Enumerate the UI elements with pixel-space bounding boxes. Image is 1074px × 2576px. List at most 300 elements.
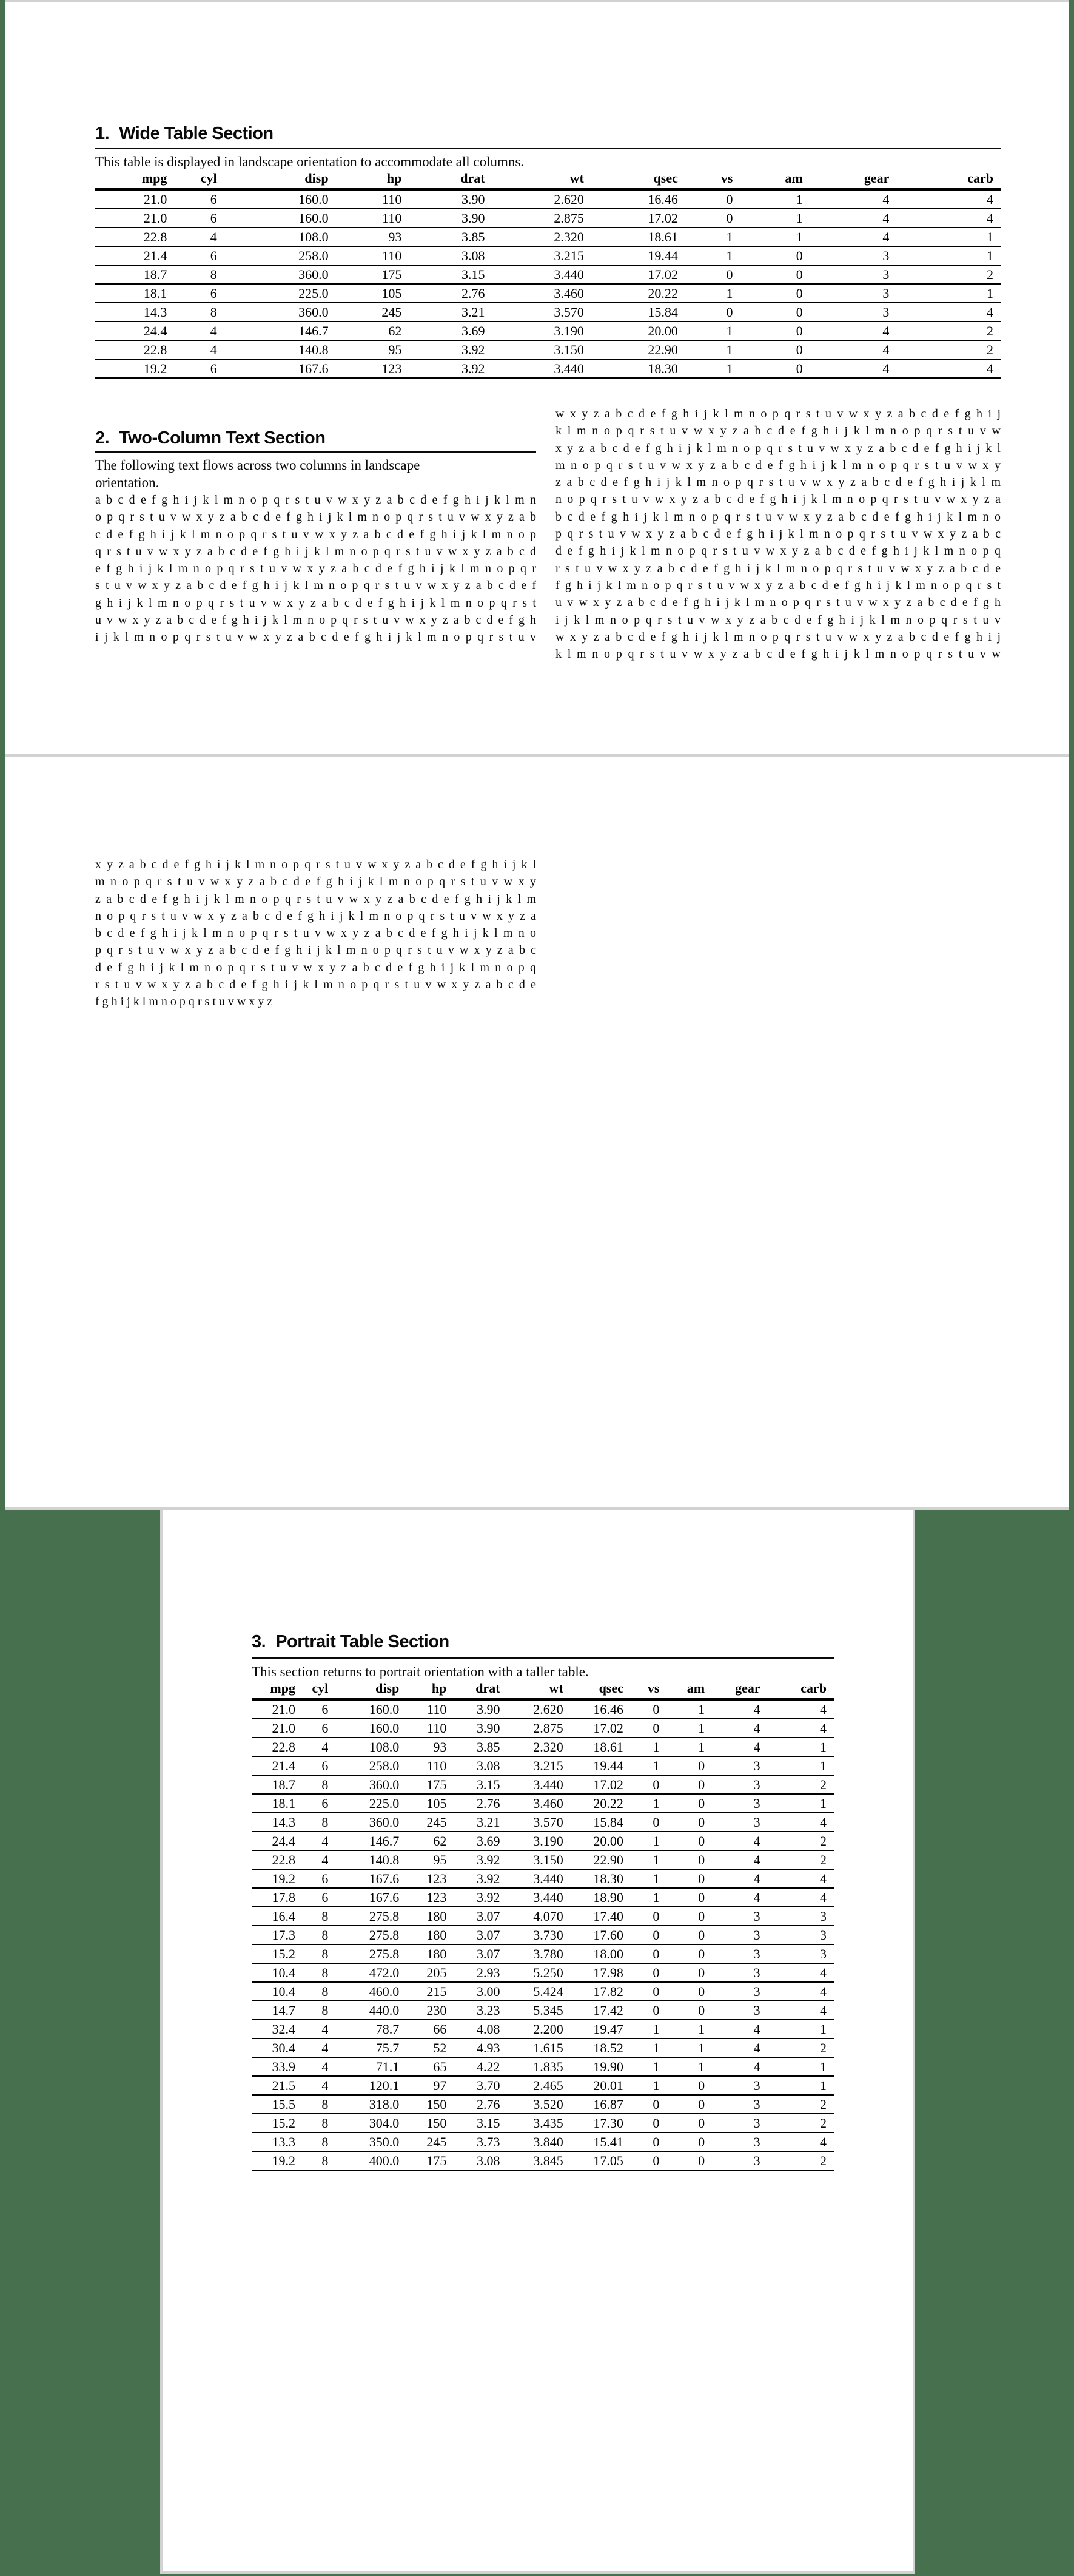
table-cell: 95: [406, 1850, 454, 1869]
table-cell: 4: [810, 189, 897, 209]
table-cell: 1: [666, 2057, 712, 2076]
table-cell: 4.08: [454, 2020, 507, 2038]
table-cell: 3: [712, 1926, 768, 1944]
table-row: [95, 265, 1001, 284]
table-cell: 3.570: [508, 1813, 571, 1832]
table-cell: 2: [768, 2095, 834, 2114]
table-cell: 0: [666, 1907, 712, 1926]
table-cell: 1: [631, 1888, 666, 1907]
table-cell: 3.85: [454, 1738, 507, 1756]
table-cell: 0: [666, 1944, 712, 1963]
table-cell: 4: [896, 209, 1001, 228]
table-cell: 4: [768, 1719, 834, 1738]
table-cell: 3: [810, 246, 897, 265]
table-cell: 360.0: [335, 1813, 406, 1832]
table-cell: 2.875: [492, 209, 591, 228]
table-cell: 4: [712, 1850, 768, 1869]
table-cell: 3: [712, 1775, 768, 1794]
table-row: [252, 2076, 834, 2095]
table-row: [252, 1775, 834, 1794]
table-cell: 6: [303, 1756, 335, 1775]
table-cell: 1: [740, 228, 810, 246]
table-row: [252, 1699, 834, 1719]
table-cell: 0: [666, 1850, 712, 1869]
table-cell: 3: [712, 1794, 768, 1813]
table-cell: 0: [631, 1944, 666, 1963]
table-cell: 1: [896, 246, 1001, 265]
table-cell: 110: [336, 209, 409, 228]
table-row: [95, 189, 1001, 209]
table-cell: 0: [631, 2133, 666, 2151]
table-cell: 20.00: [591, 322, 685, 340]
table-cell: 15.84: [571, 1813, 631, 1832]
table-cell: 8: [174, 265, 224, 284]
table-cell: 160.0: [224, 189, 336, 209]
table-cell: 2: [896, 340, 1001, 359]
table-cell: 1: [631, 1869, 666, 1888]
table-cell: 2.620: [508, 1699, 571, 1719]
text-line: a b c d e f g h i j k l m n o p q r s t u v w x y z a b c d e f g h i j k l m n: [95, 493, 536, 507]
table-cell: 14.3: [252, 1813, 303, 1832]
table-cell: 15.41: [571, 2133, 631, 2151]
table-cell: 0: [666, 1813, 712, 1832]
table-row: [252, 1982, 834, 2001]
table-cell: 0: [685, 303, 740, 322]
table-cell: 8: [303, 2095, 335, 2114]
table-cell: 8: [303, 2114, 335, 2133]
table-cell: 175: [336, 265, 409, 284]
table-cell: 2: [768, 1850, 834, 1869]
table-cell: 4: [768, 2133, 834, 2151]
table-cell: 0: [631, 1982, 666, 2001]
table-cell: 3: [712, 1756, 768, 1775]
two-column-right-text: [555, 405, 1001, 663]
text-line: u v w x y z a b c d e f g h i j k l m n o p q r s t u v w x y z a b c d e f g h: [555, 596, 1001, 610]
table-cell: 0: [666, 2076, 712, 2095]
table-cell: 21.0: [95, 209, 174, 228]
table-cell: 180: [406, 1907, 454, 1926]
table-cell: 1: [685, 246, 740, 265]
table-cell: 4: [768, 2001, 834, 2020]
table-cell: 110: [406, 1699, 454, 1719]
table-cell: 2.875: [508, 1719, 571, 1738]
table-row: [252, 2057, 834, 2076]
table-cell: 3.23: [454, 2001, 507, 2020]
table-cell: 4: [810, 359, 897, 379]
table-cell: 16.87: [571, 2095, 631, 2114]
table-cell: 3.92: [454, 1850, 507, 1869]
table-cell: 17.02: [571, 1775, 631, 1794]
table-row: [252, 1813, 834, 1832]
table-cell: 1: [768, 1756, 834, 1775]
table-cell: 3: [712, 1963, 768, 1982]
table-cell: 3: [712, 2076, 768, 2095]
table-cell: 0: [666, 1794, 712, 1813]
table-cell: 4: [174, 322, 224, 340]
table-cell: 19.2: [252, 2151, 303, 2171]
table-cell: 150: [406, 2095, 454, 2114]
table-cell: 0: [666, 1982, 712, 2001]
section-2-heading: [95, 427, 325, 449]
table-cell: 4: [768, 1869, 834, 1888]
table-cell: 146.7: [224, 322, 336, 340]
text-line: f g h i j k l m n o p q r s t u v w x y z: [95, 995, 273, 1009]
column-header: hp: [406, 1681, 454, 1699]
table-cell: 33.9: [252, 2057, 303, 2076]
table-cell: 3: [810, 284, 897, 303]
table-cell: 18.61: [591, 228, 685, 246]
table-cell: 17.42: [571, 2001, 631, 2020]
table-cell: 10.4: [252, 1963, 303, 1982]
table-cell: 21.4: [95, 246, 174, 265]
table-cell: 4: [712, 2057, 768, 2076]
table-row: [252, 1869, 834, 1888]
table-row: [252, 1850, 834, 1869]
table-cell: 19.44: [571, 1756, 631, 1775]
table-cell: 1: [666, 1738, 712, 1756]
table-cell: 1: [685, 322, 740, 340]
table-cell: 2.620: [492, 189, 591, 209]
table-cell: 258.0: [224, 246, 336, 265]
text-line: x y z a b c d e f g h i j k l m n o p q r s t u v w x y z a b c d e f g h i j k l: [95, 858, 536, 871]
table-cell: 3: [712, 1813, 768, 1832]
table-cell: 21.4: [252, 1756, 303, 1775]
table-cell: 360.0: [224, 265, 336, 284]
table-cell: 3.440: [492, 359, 591, 379]
table-cell: 1: [740, 189, 810, 209]
table-cell: 3.730: [508, 1926, 571, 1944]
table-cell: 2.76: [454, 2095, 507, 2114]
table-cell: 167.6: [224, 359, 336, 379]
table-cell: 110: [336, 189, 409, 209]
table-cell: 0: [666, 1963, 712, 1982]
table-cell: 4: [810, 209, 897, 228]
table-cell: 24.4: [95, 322, 174, 340]
table-cell: 8: [303, 1944, 335, 1963]
table-cell: 19.2: [252, 1869, 303, 1888]
section-3-intro: This section returns to portrait orientation with a taller table.: [252, 1664, 589, 1679]
table-cell: 3.840: [508, 2133, 571, 2151]
table-cell: 2: [896, 322, 1001, 340]
table-cell: 10.4: [252, 1982, 303, 2001]
table-cell: 360.0: [224, 303, 336, 322]
text-line: f g h i j k l m n o p q r s t u v w x y z a b c d e f g h i j k l m n o p q r s t: [555, 578, 1001, 592]
text-line: e f g h i j k l m n o p q r s t u v w x y z a b c d e f g h i j k l m n o p q r: [95, 562, 536, 576]
table-cell: 215: [406, 1982, 454, 2001]
table-cell: 6: [303, 1699, 335, 1719]
table-cell: 20.22: [571, 1794, 631, 1813]
table-row: [252, 1756, 834, 1775]
table-cell: 245: [406, 1813, 454, 1832]
table-cell: 3.150: [508, 1850, 571, 1869]
table-row: [252, 1944, 834, 1963]
table-cell: 5.250: [508, 1963, 571, 1982]
table-cell: 360.0: [335, 1775, 406, 1794]
table-cell: 3.845: [508, 2151, 571, 2171]
table-cell: 17.3: [252, 1926, 303, 1944]
text-line: p q r s t u v w x y z a b c d e f g h i j k l m n o p q r s t u v w x y z a b c: [555, 527, 1001, 541]
table-cell: 0: [666, 1888, 712, 1907]
table-cell: 230: [406, 2001, 454, 2020]
table-cell: 0: [740, 284, 810, 303]
table-cell: 0: [685, 265, 740, 284]
column-header: wt: [508, 1681, 571, 1699]
table-cell: 108.0: [335, 1738, 406, 1756]
table-cell: 4: [174, 228, 224, 246]
text-line: x y z a b c d e f g h i j k l m n o p q r s t u v w x y z a b c d e f g h i j k l: [555, 441, 1001, 455]
table-cell: 2.93: [454, 1963, 507, 1982]
table-cell: 1: [768, 1738, 834, 1756]
text-line: p q r s t u v w x y z a b c d e f g h i j k l m n o p q r s t u v w x y z a b c: [95, 943, 536, 957]
table-cell: 3.00: [454, 1982, 507, 2001]
table-cell: 1: [768, 2076, 834, 2095]
table-cell: 3.90: [409, 189, 492, 209]
table-cell: 4: [712, 1869, 768, 1888]
table-cell: 21.0: [95, 189, 174, 209]
table-cell: 19.2: [95, 359, 174, 379]
table-cell: 3: [712, 1907, 768, 1926]
table-cell: 0: [740, 303, 810, 322]
text-line: r s t u v w x y z a b c d e f g h i j k l m n o p q r s t u v w x y z a b c d e: [95, 978, 536, 992]
table-cell: 8: [174, 303, 224, 322]
table-cell: 5.345: [508, 2001, 571, 2020]
table-row: [95, 340, 1001, 359]
table-cell: 0: [631, 2151, 666, 2171]
table-cell: 18.30: [571, 1869, 631, 1888]
column-header: wt: [492, 170, 591, 189]
section-3-title: Portrait Table Section: [275, 1632, 449, 1651]
table-cell: 1.835: [508, 2057, 571, 2076]
table-cell: 105: [336, 284, 409, 303]
table-cell: 4: [712, 1832, 768, 1850]
table-cell: 304.0: [335, 2114, 406, 2133]
table-cell: 4: [303, 2020, 335, 2038]
table-cell: 19.47: [571, 2020, 631, 2038]
table-row: [95, 284, 1001, 303]
table-cell: 18.90: [571, 1888, 631, 1907]
table-cell: 17.02: [591, 209, 685, 228]
table-cell: 3.21: [454, 1813, 507, 1832]
table-row: [252, 2020, 834, 2038]
table-cell: 8: [303, 2133, 335, 2151]
table-cell: 0: [740, 359, 810, 379]
table-cell: 17.8: [252, 1888, 303, 1907]
table-cell: 123: [406, 1888, 454, 1907]
table-row: [252, 2095, 834, 2114]
table-cell: 30.4: [252, 2038, 303, 2057]
section-2-title: Two-Column Text Section: [119, 428, 326, 448]
table-cell: 4: [896, 359, 1001, 379]
table-cell: 167.6: [335, 1888, 406, 1907]
table-cell: 71.1: [335, 2057, 406, 2076]
column-header: drat: [409, 170, 492, 189]
table-cell: 8: [303, 2151, 335, 2171]
table-cell: 2: [896, 265, 1001, 284]
table-cell: 4: [303, 2076, 335, 2095]
text-line: m n o p q r s t u v w x y z a b c d e f g h i j k l m n o p q r s t u v w x y: [555, 458, 1001, 472]
table-cell: 3: [712, 2133, 768, 2151]
table-cell: 440.0: [335, 2001, 406, 2020]
table-cell: 24.4: [252, 1832, 303, 1850]
table-cell: 110: [336, 246, 409, 265]
table-cell: 0: [666, 2133, 712, 2151]
table-cell: 3.92: [454, 1888, 507, 1907]
text-line: orientation.: [95, 475, 159, 490]
column-header: carb: [768, 1681, 834, 1699]
table-cell: 17.60: [571, 1926, 631, 1944]
table-row: [252, 1719, 834, 1738]
table-cell: 3.15: [409, 265, 492, 284]
table-cell: 21.0: [252, 1699, 303, 1719]
table-cell: 275.8: [335, 1907, 406, 1926]
table-cell: 1: [896, 284, 1001, 303]
table-cell: 93: [336, 228, 409, 246]
table-cell: 1: [685, 340, 740, 359]
text-line: n o p q r s t u v w x y z a b c d e f g h i j k l m n o p q r s t u v w x y z a: [555, 493, 1001, 507]
table-cell: 2.320: [508, 1738, 571, 1756]
table-cell: 1: [740, 209, 810, 228]
column-header: vs: [631, 1681, 666, 1699]
table-cell: 6: [303, 1794, 335, 1813]
table-cell: 0: [631, 1699, 666, 1719]
table-cell: 3.69: [409, 322, 492, 340]
table-cell: 3.21: [409, 303, 492, 322]
text-line: u v w x y z a b c d e f g h i j k l m n o p q r s t u v w x y z a b c d e f g h: [95, 613, 536, 627]
table-cell: 93: [406, 1738, 454, 1756]
table-cell: 245: [336, 303, 409, 322]
column-header: hp: [336, 170, 409, 189]
section-1-intro: This table is displayed in landscape orientation to accommodate all columns.: [95, 154, 525, 169]
table-header-row: [252, 1681, 834, 1699]
table-cell: 8: [303, 1926, 335, 1944]
continuation-text: [95, 856, 536, 1011]
table-cell: 0: [666, 2151, 712, 2171]
table-cell: 6: [303, 1869, 335, 1888]
text-line: z a b c d e f g h i j k l m n o p q r s t u v w x y z a b c d e f g h i j k l m: [555, 476, 1001, 490]
table-cell: 3.85: [409, 228, 492, 246]
table-cell: 18.30: [591, 359, 685, 379]
text-line: q r s t u v w x y z a b c d e f g h i j k l m n o p q r s t u v w x y z a b c d: [95, 544, 536, 558]
column-header: carb: [896, 170, 1001, 189]
table-cell: 3.08: [454, 1756, 507, 1775]
table-cell: 1: [685, 359, 740, 379]
table-cell: 3.520: [508, 2095, 571, 2114]
table-cell: 146.7: [335, 1832, 406, 1850]
table-cell: 6: [174, 246, 224, 265]
section-2-number: 2.: [95, 428, 110, 448]
text-line: b c d e f g h i j k l m n o p q r s t u v w x y z a b c d e f g h i j k l m n o: [555, 510, 1001, 524]
table-cell: 1: [685, 228, 740, 246]
table-cell: 2: [768, 1832, 834, 1850]
table-cell: 3.92: [454, 1869, 507, 1888]
table-cell: 180: [406, 1944, 454, 1963]
table-cell: 3.215: [508, 1756, 571, 1775]
table-cell: 0: [666, 2114, 712, 2133]
table-cell: 8: [303, 1775, 335, 1794]
table-cell: 3.190: [508, 1832, 571, 1850]
table-cell: 4: [896, 303, 1001, 322]
table-cell: 4: [712, 1738, 768, 1756]
table-cell: 16.46: [591, 189, 685, 209]
table-cell: 75.7: [335, 2038, 406, 2057]
table-cell: 22.8: [252, 1850, 303, 1869]
table-cell: 17.02: [591, 265, 685, 284]
table-cell: 160.0: [335, 1699, 406, 1719]
table-cell: 4: [303, 2057, 335, 2076]
table-header-row: [95, 170, 1001, 189]
table-cell: 22.90: [571, 1850, 631, 1869]
section-2-rule: [95, 451, 536, 453]
table-cell: 3.435: [508, 2114, 571, 2133]
table-cell: 3: [712, 1944, 768, 1963]
table-cell: 18.1: [95, 284, 174, 303]
table-cell: 1: [631, 1832, 666, 1850]
table-cell: 400.0: [335, 2151, 406, 2171]
column-header: gear: [810, 170, 897, 189]
table-cell: 3.460: [492, 284, 591, 303]
table-cell: 123: [336, 359, 409, 379]
text-line: w x y z a b c d e f g h i j k l m n o p q r s t u v w x y z a b c d e f g h i j: [555, 630, 1001, 644]
table-row: [95, 303, 1001, 322]
table-cell: 4: [712, 1699, 768, 1719]
table-row: [252, 2001, 834, 2020]
table-row: [252, 1963, 834, 1982]
table-cell: 6: [174, 189, 224, 209]
table-cell: 0: [631, 1719, 666, 1738]
table-cell: 4: [768, 1963, 834, 1982]
section-2-intro: [95, 456, 536, 491]
table-cell: 4: [303, 1832, 335, 1850]
column-header: drat: [454, 1681, 507, 1699]
table-row: [252, 2114, 834, 2133]
table-cell: 14.7: [252, 2001, 303, 2020]
table-cell: 17.02: [571, 1719, 631, 1738]
pdf-page-1: [5, 2, 1069, 754]
table-row: [252, 1907, 834, 1926]
table-cell: 6: [174, 209, 224, 228]
table-cell: 4: [174, 340, 224, 359]
table-cell: 3: [768, 1944, 834, 1963]
table-cell: 66: [406, 2020, 454, 2038]
table-cell: 6: [303, 1888, 335, 1907]
table-cell: 1: [631, 2057, 666, 2076]
table-cell: 4: [303, 1850, 335, 1869]
table-cell: 0: [631, 2095, 666, 2114]
table-cell: 19.44: [591, 246, 685, 265]
section-1-number: 1.: [95, 124, 110, 143]
table-cell: 4: [303, 2038, 335, 2057]
table-cell: 3.70: [454, 2076, 507, 2095]
table-cell: 32.4: [252, 2020, 303, 2038]
table-cell: 3.440: [508, 1775, 571, 1794]
table-cell: 180: [406, 1926, 454, 1944]
pdf-page-2: [5, 757, 1069, 1507]
text-line: z a b c d e f g h i j k l m n o p q r s t u v w x y z a b c d e f g h i j k l m: [95, 892, 536, 906]
text-line: The following text flows across two columns in landscape: [95, 457, 420, 473]
table-cell: 17.30: [571, 2114, 631, 2133]
table-cell: 3.90: [454, 1699, 507, 1719]
table-cell: 3.570: [492, 303, 591, 322]
table-cell: 2: [768, 2151, 834, 2171]
table-cell: 3.15: [454, 2114, 507, 2133]
text-line: c d e f g h i j k l m n o p q r s t u v w x y z a b c d e f g h i j k l m n o p: [95, 527, 536, 541]
text-line: k l m n o p q r s t u v w x y z a b c d e f g h i j k l m n o p q r s t u v w: [555, 647, 1001, 661]
table-cell: 0: [666, 1832, 712, 1850]
column-header: disp: [224, 170, 336, 189]
table-cell: 4: [810, 228, 897, 246]
table-cell: 3.215: [492, 246, 591, 265]
text-line: n o p q r s t u v w x y z a b c d e f g h i j k l m n o p q r s t u v w x y z a: [95, 909, 536, 923]
